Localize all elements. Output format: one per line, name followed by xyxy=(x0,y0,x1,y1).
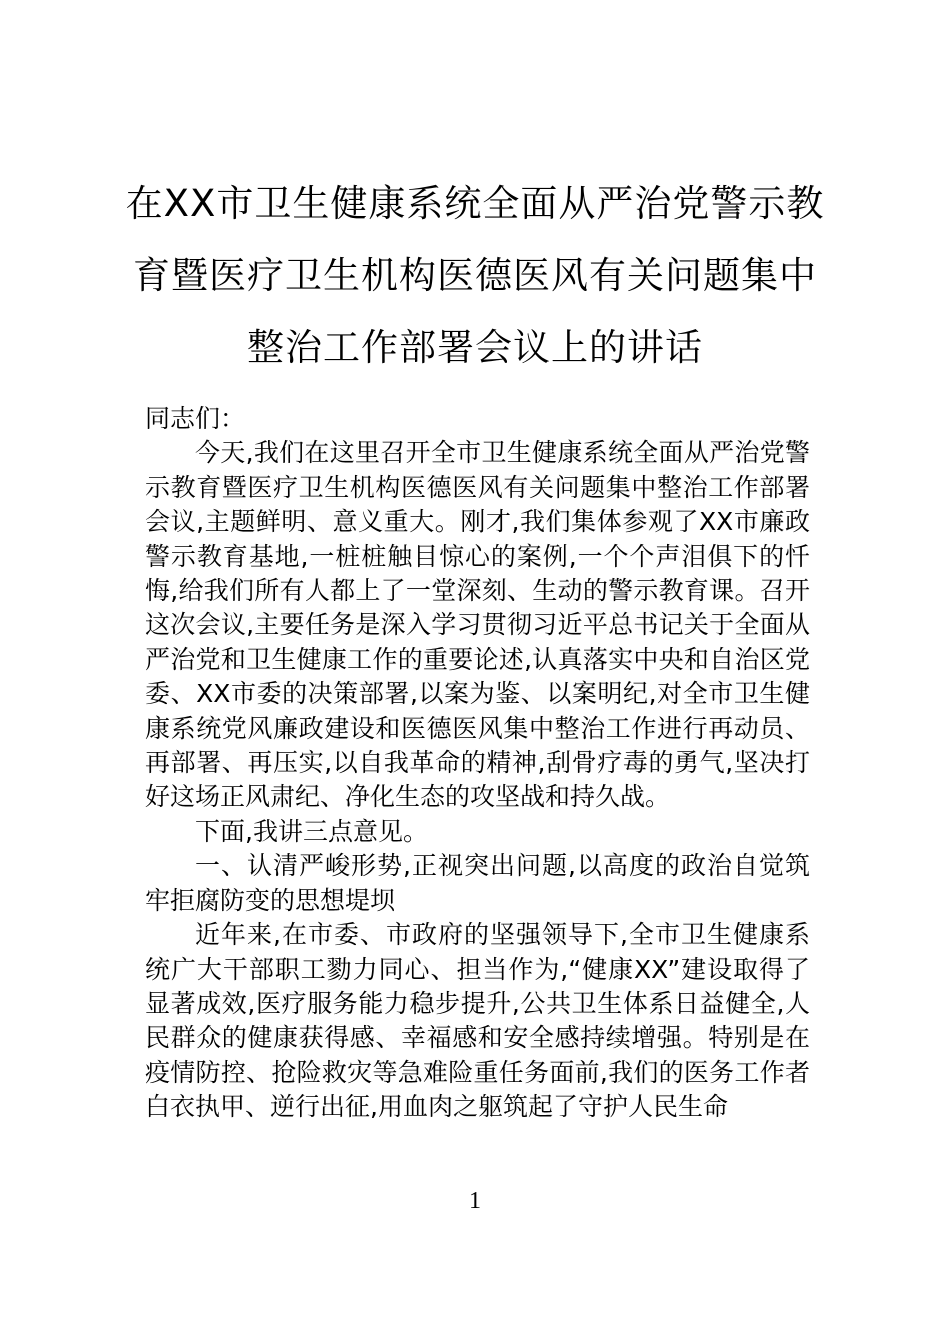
title-line-1: 在XX市卫生健康系统全面从严治党警示教 xyxy=(125,182,825,225)
title-line-3: 整治工作部署会议上的讲话 xyxy=(247,326,703,369)
document-title xyxy=(120,168,830,384)
title-line-2: 育暨医疗卫生机构医德医风有关问题集中 xyxy=(133,254,817,297)
page-number: 1 xyxy=(469,1188,481,1214)
document-body xyxy=(145,402,810,1125)
paragraph-section-1: 近年来,在市委、市政府的坚强领导下,全市卫生健康系统广大干部职工勠力同心、担当作为,“健康XX”建设取得了显著成效,医疗服务能力稳步提升,公共卫生体系日益健全,人民群众的健康获得感、幸福感和安全感持续增强。特别是在疫情防控、抢险救灾等急难险重任务面前,我们的医务工作者白衣执甲、逆行出征,用血肉之躯筑起了守护人民生命 xyxy=(145,920,810,1122)
salutation: 同志们： xyxy=(145,404,246,433)
section-heading-1: 一、认清严峻形势,正视突出问题,以高度的政治自觉筑牢拒腐防变的思想堤坝 xyxy=(145,851,810,915)
paragraph-intro: 今天,我们在这里召开全市卫生健康系统全面从严治党警示教育暨医疗卫生机构医德医风有关问题集中整治工作部署会议,主题鲜明、意义重大。刚才,我们集体参观了XX市廉政警示教育基地,一桩桩触目惊心的案例,一个个声泪俱下的忏悔,给我们所有人都上了一堂深刻、生动的警示教育课。召开这次会议,主要任务是深入学习贯彻习近平总书记关于全面从严治党和卫生健康工作的重要论述,认真落实中央和自治区党委、XX市委的决策部署,以案为鉴、以案明纪,对全市卫生健康系统党风廉政建设和医德医风集中整治工作进行再动员、再部署、再压实,以自我革命的精神,刮骨疗毒的勇气,坚决打好这场正风肃纪、净化生态的攻坚战和持久战。 xyxy=(145,438,810,812)
paragraph-outline: 下面,我讲三点意见。 xyxy=(195,816,428,846)
